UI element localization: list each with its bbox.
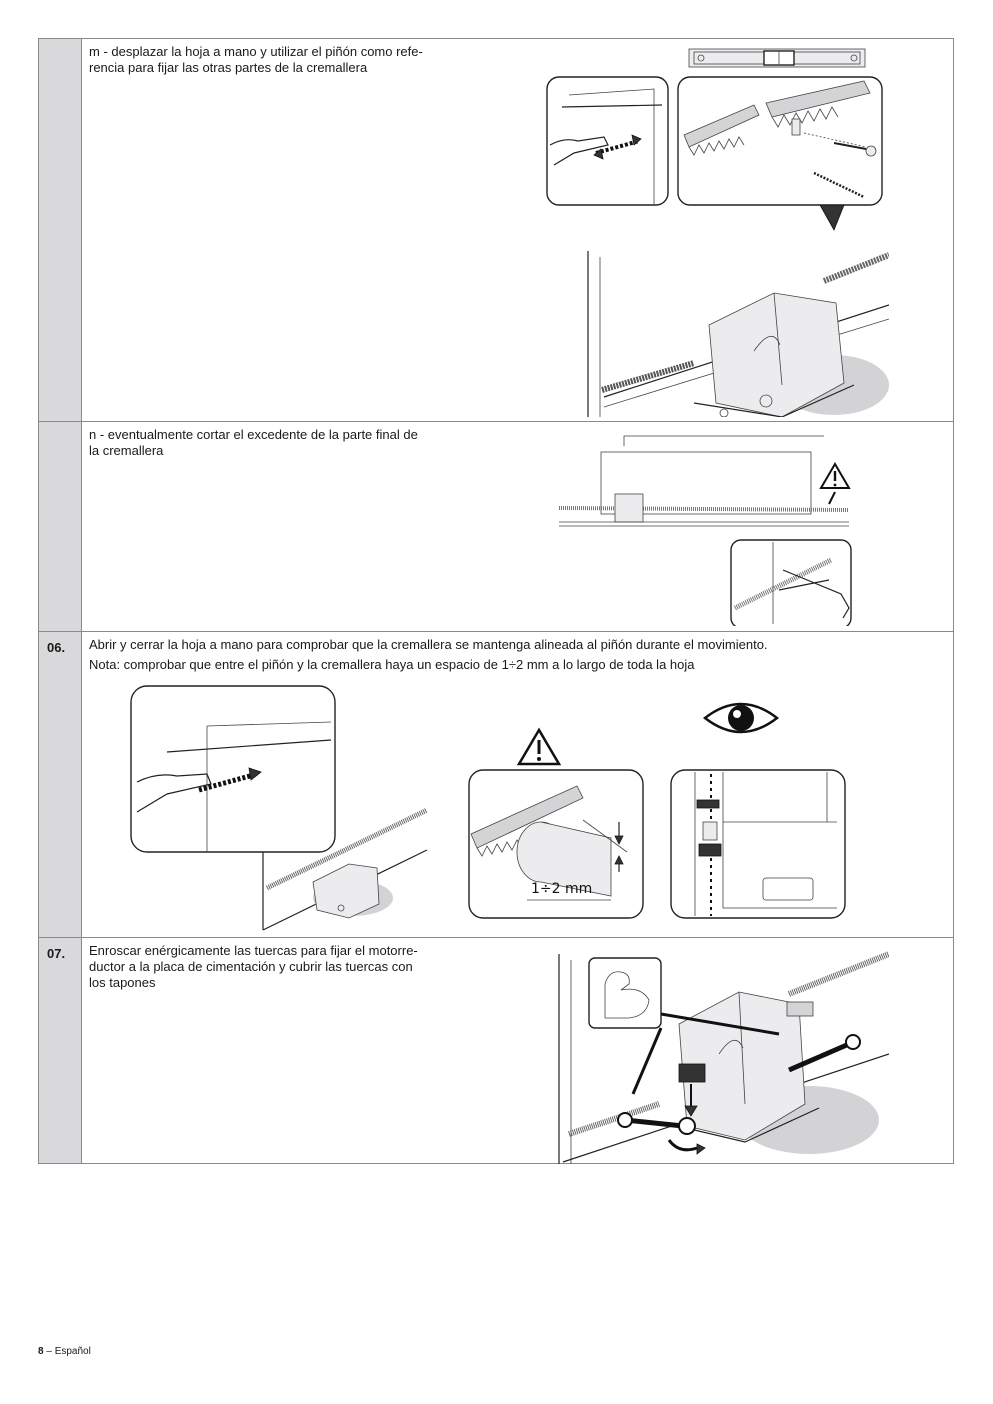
rack-screw-detail xyxy=(678,77,882,205)
level-icon xyxy=(689,49,865,67)
instruction-table xyxy=(38,38,954,1164)
saw-icon xyxy=(731,540,851,626)
step-n-line-2: la cremallera xyxy=(89,443,164,458)
step-m-line-2: rencia para fijar las otras partes de la cremallera xyxy=(89,60,368,75)
hand-push-detail xyxy=(547,77,668,205)
step-m-text xyxy=(89,44,423,76)
step-m-row xyxy=(39,39,953,421)
warning-icon xyxy=(519,730,559,764)
step-06-note: Nota: comprobar que entre el piñón y la cremallera haya un espacio de 1÷2 mm a lo largo de toda la hoja xyxy=(89,657,695,672)
gap-label: 1÷2 mm xyxy=(531,881,593,897)
step-n-line-1: n - eventualmente cortar el excedente de la parte final de xyxy=(89,427,418,442)
step-n-text xyxy=(89,427,418,459)
page-number: 8 xyxy=(38,1346,44,1357)
step-07-line-3: los tapones xyxy=(89,975,156,990)
step-06-line-1: Abrir y cerrar la hoja a mano para comprobar que la cremallera se mantenga alineada al piñón durante el movimiento. xyxy=(89,637,768,652)
step-07-illustration xyxy=(549,944,889,1164)
step-07-line-2: ductor a la placa de cimentación y cubrir las tuercas con xyxy=(89,959,413,974)
step-07-line-1: Enroscar enérgicamente las tuercas para fijar el motorre- xyxy=(89,943,418,958)
step-m-illustration xyxy=(544,45,889,417)
footer-separator: – xyxy=(43,1346,55,1357)
step-07-row xyxy=(39,937,953,1165)
muscle-icon xyxy=(589,958,661,1028)
step-06-number: 06. xyxy=(47,640,66,655)
step-06-text xyxy=(89,637,768,673)
step-07-text xyxy=(89,943,418,991)
step-n-illustration xyxy=(559,430,859,626)
warning-icon xyxy=(821,464,849,488)
footer-language: Español xyxy=(54,1346,91,1357)
pinion-gap-detail xyxy=(469,770,643,918)
step-n-row xyxy=(39,421,953,631)
eye-icon xyxy=(705,704,777,732)
step-06-illustration xyxy=(127,682,899,934)
hand-push-detail xyxy=(131,686,335,852)
step-m-line-1: m - desplazar la hoja a mano y utilizar el piñón como refe- xyxy=(89,44,423,59)
step-06-row xyxy=(39,631,953,937)
page-footer xyxy=(38,1346,91,1357)
step-07-number: 07. xyxy=(47,946,66,961)
motor-on-rail xyxy=(588,251,889,417)
side-section-detail xyxy=(671,770,845,918)
